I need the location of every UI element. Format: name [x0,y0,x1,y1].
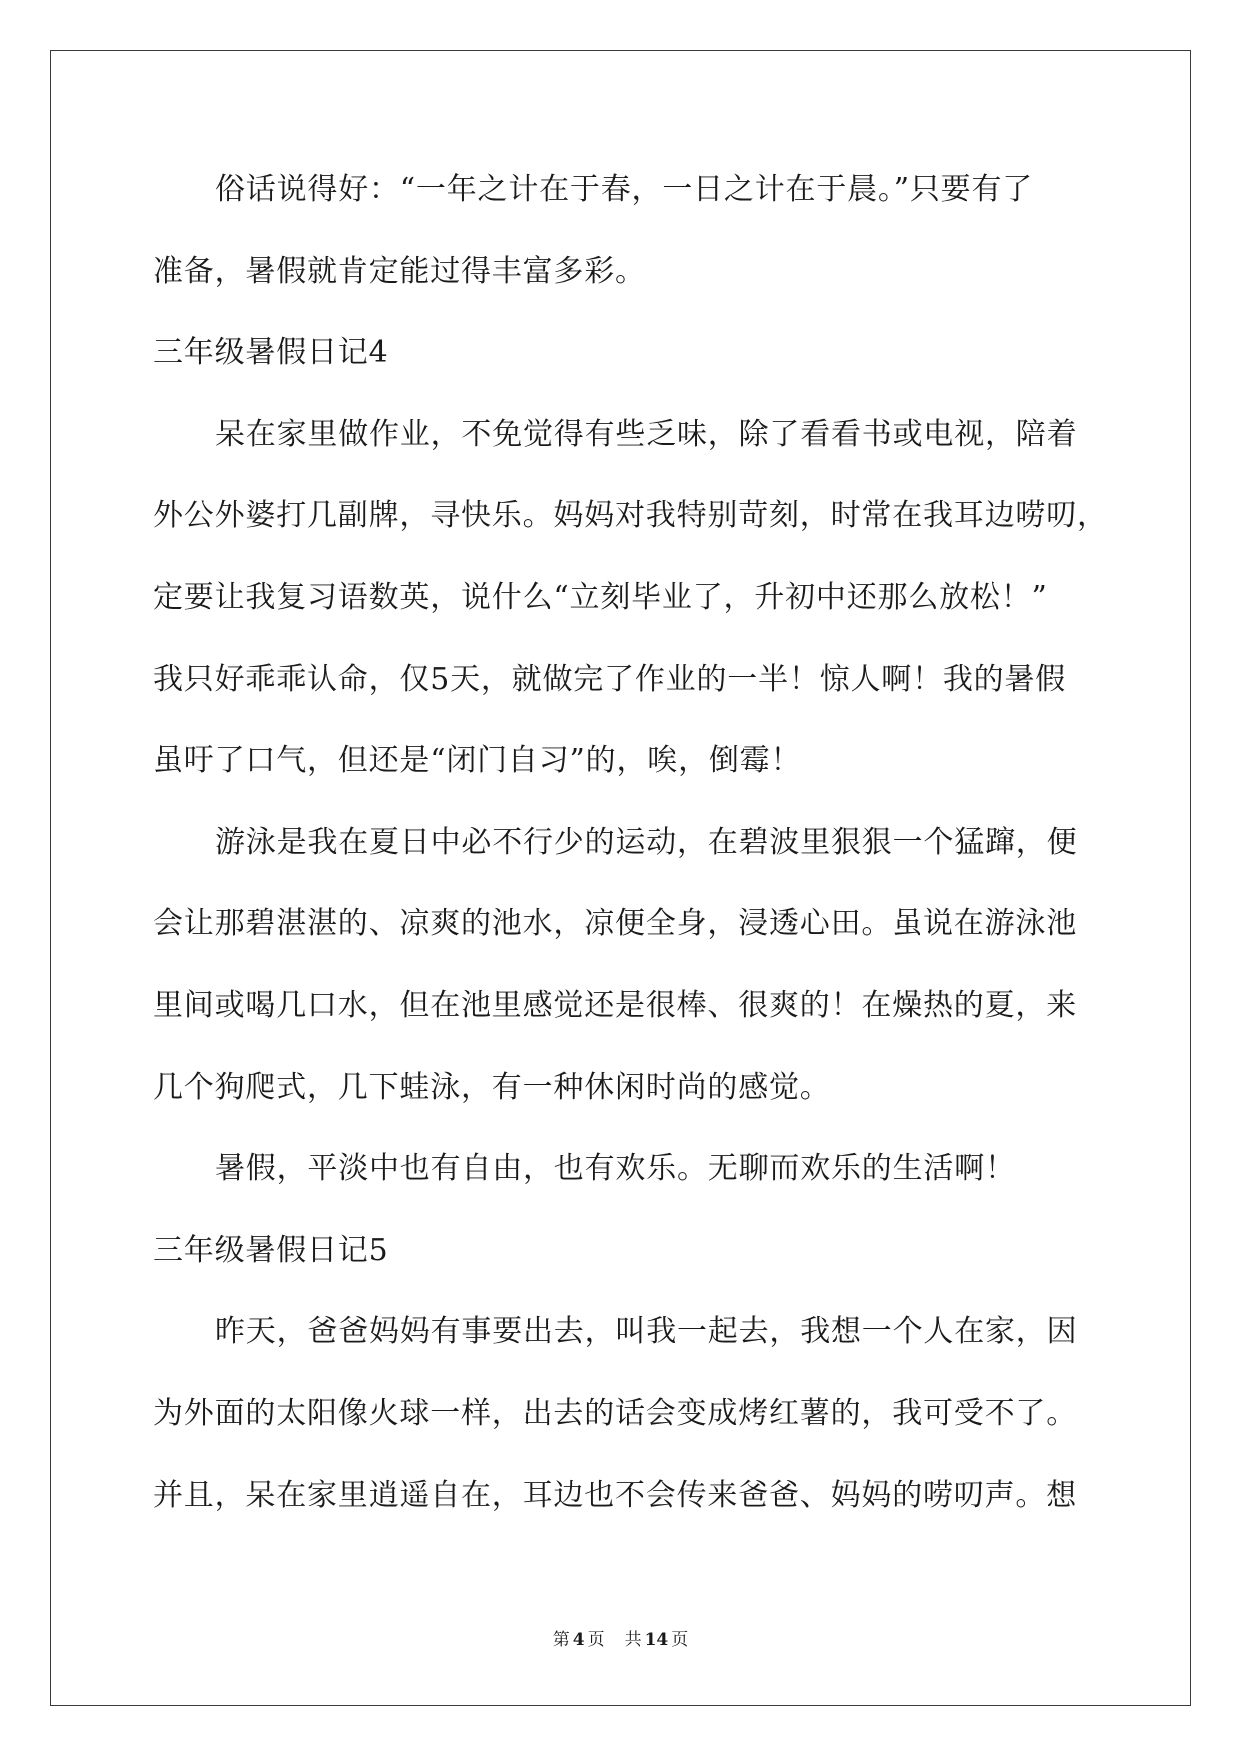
paragraph-line: 会让那碧湛湛的、凉爽的池水，凉便全身，浸透心田。虽说在游泳池 [153,906,1077,942]
page-number: 4 [572,1630,585,1650]
paragraph-line: 定要让我复习语数英，说什么“立刻毕业了，升初中还那么放松！” [153,579,1048,615]
paragraph-line: 俗话说得好：“一年之计在于春，一日之计在于晨。”只要有了 [215,172,1034,207]
paragraph-line: 虽吁了口气，但还是“闭门自习”的，唉，倒霉！ [153,743,802,779]
paragraph-line: 并且，呆在家里逍遥自在，耳边也不会传来爸爸、妈妈的唠叨声。想 [153,1477,1077,1513]
paragraph-line: 我只好乖乖认命，仅5天，就做完了作业的一半！惊人啊！我的暑假 [153,661,1067,697]
page-prefix: 第 [552,1630,570,1650]
total-prefix: 共 [624,1630,642,1650]
paragraph-line: 外公外婆打几副牌，寻快乐。妈妈对我特别苛刻，时常在我耳边唠叨， [153,498,1108,534]
total-suffix: 页 [671,1630,689,1650]
page-footer [0,1628,1241,1652]
section-heading: 三年级暑假日记5 [153,1232,389,1268]
paragraph-line: 昨天，爸爸妈妈有事要出去，叫我一起去，我想一个人在家，因 [215,1314,1078,1350]
section-heading: 三年级暑假日记4 [153,335,389,371]
paragraph-line: 为外面的太阳像火球一样，出去的话会变成烤红薯的，我可受不了。 [153,1395,1077,1431]
paragraph-line: 游泳是我在夏日中必不行少的运动，在碧波里狠狠一个猛蹿，便 [215,824,1078,860]
paragraph-line: 呆在家里做作业，不免觉得有些乏味，除了看看书或电视，陪着 [215,416,1078,452]
paragraph-line: 几个狗爬式，几下蛙泳，有一种休闲时尚的感觉。 [153,1069,831,1105]
paragraph-line: 准备，暑假就肯定能过得丰富多彩。 [153,253,646,289]
paragraph-line: 里间或喝几口水，但在池里感觉还是很棒、很爽的！在燥热的夏，来 [153,987,1077,1023]
paragraph-line: 暑假，平淡中也有自由，也有欢乐。无聊而欢乐的生活啊！ [215,1151,1016,1187]
page-suffix: 页 [587,1630,605,1650]
total-pages: 14 [644,1630,669,1650]
document-body [153,149,1163,1536]
